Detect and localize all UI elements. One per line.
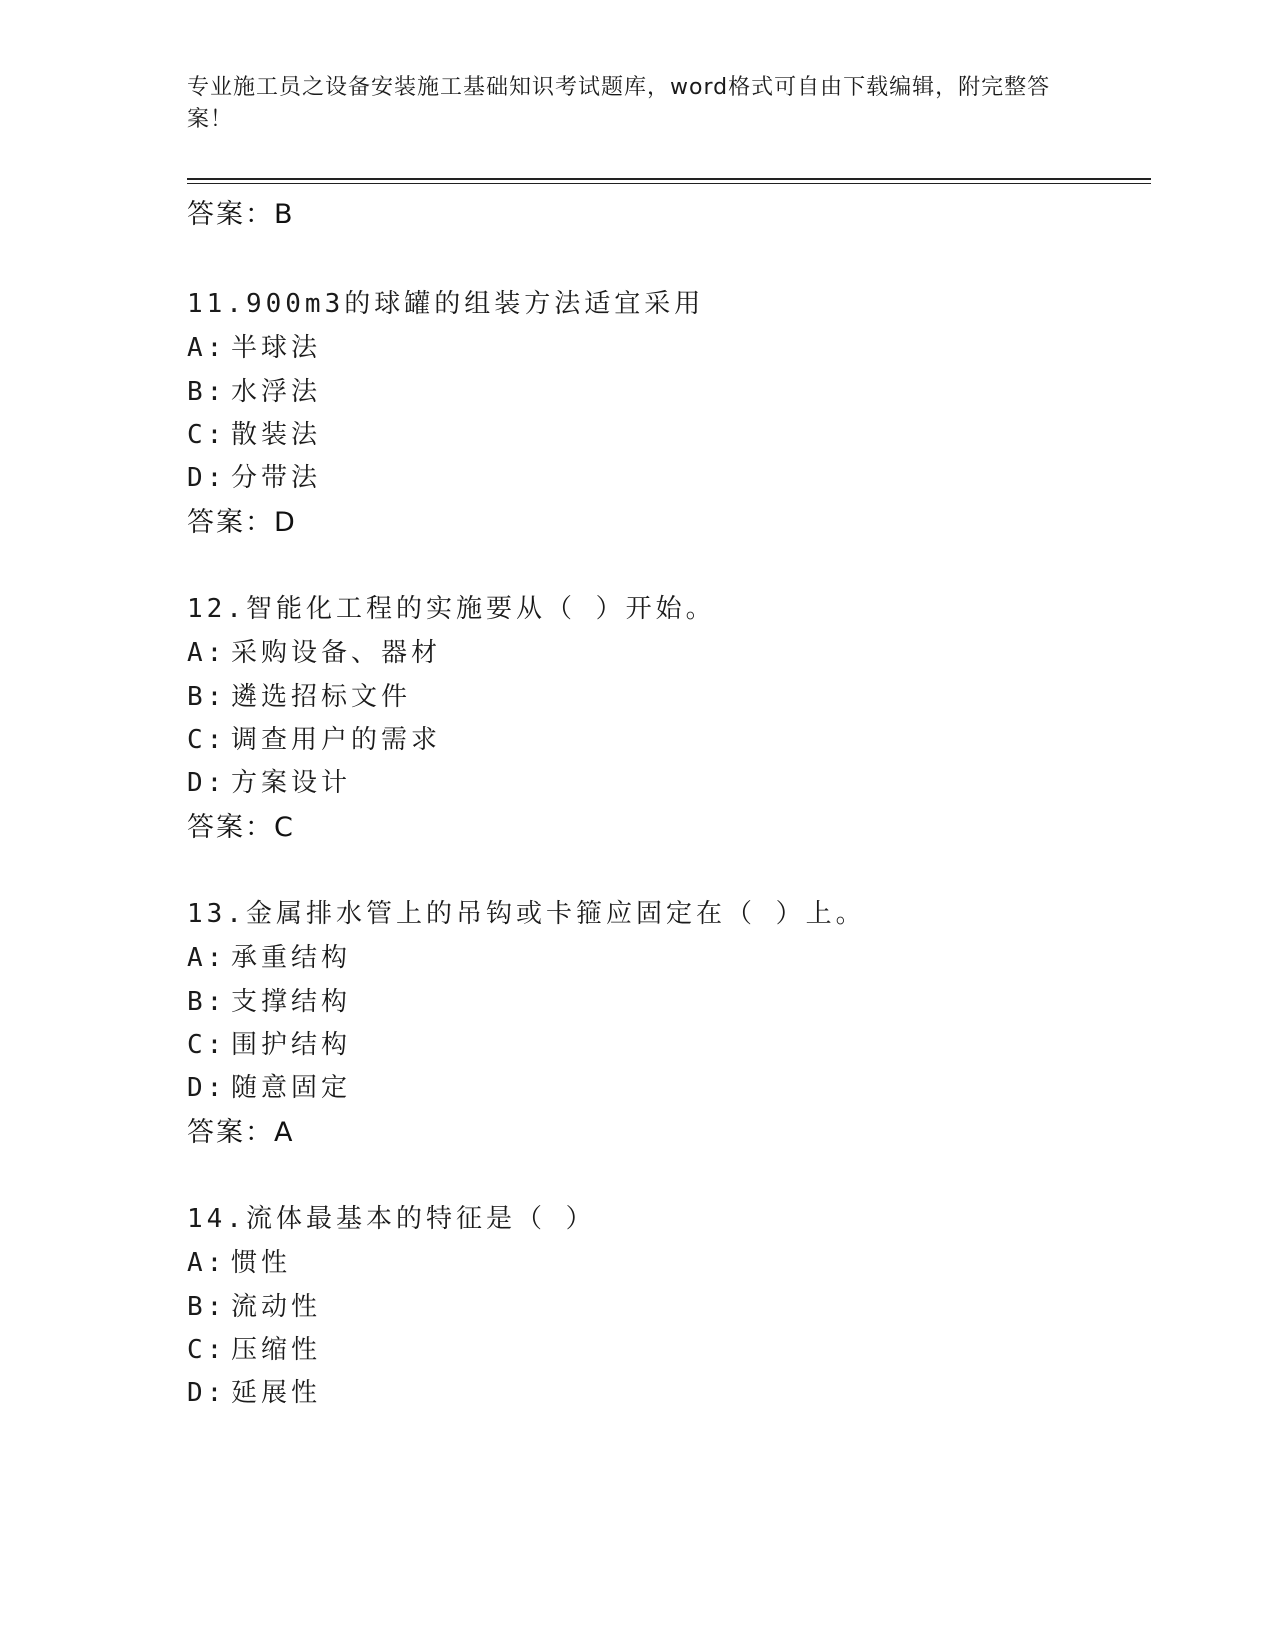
option-text: 采购设备、器材 bbox=[231, 638, 442, 668]
answer-line: 答案：A bbox=[187, 1117, 295, 1148]
option-c bbox=[187, 719, 441, 756]
option-c bbox=[187, 1024, 351, 1061]
option-text: 支撑结构 bbox=[231, 987, 352, 1017]
option-text: 随意固定 bbox=[231, 1073, 352, 1103]
question-title: 14.流体最基本的特征是（ ） bbox=[187, 1204, 596, 1234]
option-letter: D: bbox=[187, 1073, 227, 1103]
option-d bbox=[187, 762, 351, 799]
option-d bbox=[187, 457, 321, 494]
header-divider-thin bbox=[187, 183, 1151, 184]
option-text: 围护结构 bbox=[231, 1030, 352, 1060]
option-letter: D: bbox=[187, 1378, 227, 1408]
option-b bbox=[187, 1286, 321, 1323]
option-text: 遴选招标文件 bbox=[231, 682, 412, 712]
option-letter: A: bbox=[187, 638, 227, 668]
option-letter: A: bbox=[187, 1248, 227, 1278]
answer-line: 答案：B bbox=[187, 199, 295, 230]
option-letter: B: bbox=[187, 377, 227, 407]
option-c bbox=[187, 1329, 321, 1366]
option-letter: B: bbox=[187, 1292, 227, 1322]
option-d bbox=[187, 1067, 351, 1104]
option-letter: A: bbox=[187, 333, 227, 363]
option-text: 调查用户的需求 bbox=[231, 725, 442, 755]
option-letter: C: bbox=[187, 1335, 227, 1365]
option-text: 压缩性 bbox=[231, 1335, 322, 1365]
option-a bbox=[187, 1242, 291, 1279]
option-letter: C: bbox=[187, 725, 227, 755]
document-header: 专业施工员之设备安装施工基础知识考试题库，word格式可自由下载编辑，附完整答案！ bbox=[187, 75, 1051, 132]
question-title: 12.智能化工程的实施要从（ ）开始。 bbox=[187, 594, 716, 624]
option-letter: A: bbox=[187, 943, 227, 973]
option-letter: D: bbox=[187, 463, 227, 493]
option-text: 半球法 bbox=[231, 333, 322, 363]
option-a bbox=[187, 327, 321, 364]
option-letter: C: bbox=[187, 420, 227, 450]
option-a bbox=[187, 632, 441, 669]
option-a bbox=[187, 937, 351, 974]
option-letter: C: bbox=[187, 1030, 227, 1060]
option-text: 延展性 bbox=[231, 1378, 322, 1408]
option-b bbox=[187, 981, 351, 1018]
header-divider bbox=[187, 178, 1151, 180]
answer-line: 答案：C bbox=[187, 812, 295, 843]
option-b bbox=[187, 371, 321, 408]
option-letter: D: bbox=[187, 768, 227, 798]
option-text: 分带法 bbox=[231, 463, 322, 493]
option-c bbox=[187, 414, 321, 451]
option-text: 惯性 bbox=[231, 1248, 292, 1278]
question-title: 13.金属排水管上的吊钩或卡箍应固定在（ ）上。 bbox=[187, 899, 866, 929]
option-letter: B: bbox=[187, 987, 227, 1017]
option-b bbox=[187, 676, 411, 713]
option-text: 流动性 bbox=[231, 1292, 322, 1322]
question-title: 11.900m3的球罐的组装方法适宜采用 bbox=[187, 289, 705, 319]
option-text: 方案设计 bbox=[231, 768, 352, 798]
option-d bbox=[187, 1372, 321, 1409]
option-text: 散装法 bbox=[231, 420, 322, 450]
answer-line: 答案：D bbox=[187, 507, 297, 538]
option-letter: B: bbox=[187, 682, 227, 712]
option-text: 承重结构 bbox=[231, 943, 352, 973]
option-text: 水浮法 bbox=[231, 377, 322, 407]
